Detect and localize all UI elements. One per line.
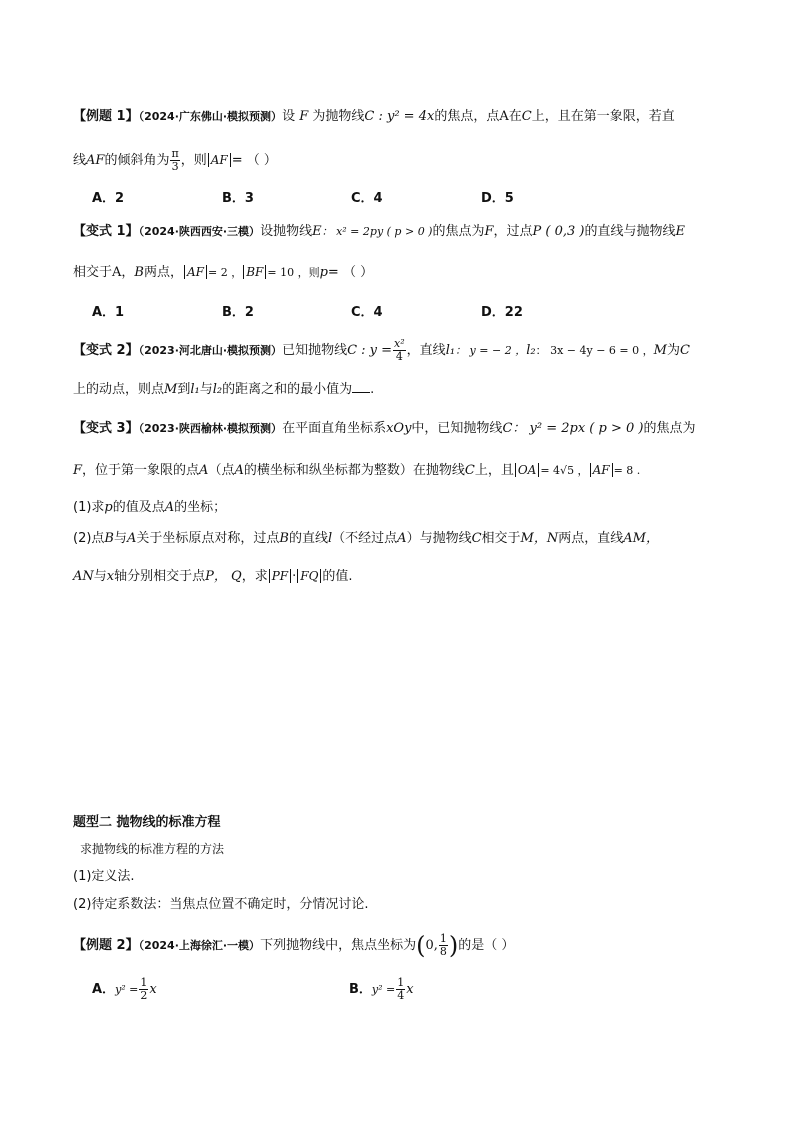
frac-den: 2: [140, 989, 148, 1002]
frac-den: 4: [397, 989, 405, 1002]
example-1-tag: 【例题 1】: [73, 109, 139, 124]
text: ，直线: [406, 343, 446, 358]
frac-num: π: [171, 147, 179, 160]
text: 的值及点: [112, 500, 165, 515]
text: 与: [93, 569, 107, 584]
math-x: x: [106, 569, 115, 584]
text: 的是（ ）: [458, 938, 515, 953]
text: (2)点: [73, 531, 105, 546]
abs-AF: AF: [208, 153, 231, 167]
math-F: F: [484, 224, 494, 239]
variant-1-option-d: D．22: [481, 305, 523, 320]
text: ，过点: [493, 224, 533, 239]
math-l2-eq: ： 3x − 4y − 6 = 0 ，: [535, 344, 654, 357]
fraction-x2-over-4: [393, 338, 406, 363]
variant-3-line-1: [73, 420, 695, 438]
text: 两点，直线: [558, 531, 624, 546]
method-title: 求抛物线的标准方程的方法: [80, 842, 225, 856]
text: 的横坐标和纵坐标都为整数）在抛物线: [243, 463, 465, 478]
variant-2-source: （2023·河北唐山·模拟预测）: [138, 344, 283, 357]
text: 相交于: [73, 265, 113, 280]
math-eq: = 2 ，: [208, 266, 243, 279]
text: 相交于: [481, 531, 521, 546]
math-l2: l₂: [212, 382, 223, 397]
text: (1)求: [73, 500, 105, 515]
variant-1-option-a: A．1: [92, 305, 125, 320]
math-eq: = 8 .: [613, 464, 641, 477]
section-heading: 题型二 抛物线的标准方程: [73, 815, 221, 830]
math-A: A: [112, 265, 122, 280]
abs-OA: OA: [515, 463, 540, 477]
variant-3-tag: 【变式 3】: [73, 421, 139, 436]
example-2-option-a: [92, 977, 157, 1002]
math-PQ: P， Q: [205, 569, 242, 584]
math-AM: AM，: [623, 531, 659, 546]
fraction-pi-over-3: [170, 148, 179, 173]
frac-den: 8: [439, 945, 447, 958]
paren-left: (: [416, 931, 426, 960]
text: 已知抛物线: [282, 343, 348, 358]
math-A: A: [127, 531, 137, 546]
frac-num: 1: [439, 932, 447, 945]
variant-1-option-c: C．4: [351, 305, 383, 320]
fraction-1-over-2: [139, 977, 148, 1002]
option-label: B．: [349, 982, 372, 997]
math-l: l: [327, 531, 333, 546]
fraction-1-over-8: [439, 933, 448, 958]
math-AN: AN: [73, 569, 94, 584]
variant-2-tag: 【变式 2】: [73, 343, 139, 358]
frac-num: x²: [394, 337, 405, 350]
text: 上，且: [474, 463, 514, 478]
math-curve: C： y² = 2px ( p > 0 ): [502, 421, 644, 436]
text: 轴分别相交于点: [114, 569, 206, 584]
text: 中，已知抛物线: [411, 421, 503, 436]
text: 两点，: [143, 265, 183, 280]
abs-AF: AF: [590, 463, 613, 477]
text: 设: [282, 109, 296, 124]
text: 的坐标；: [174, 500, 227, 515]
text: .: [370, 382, 375, 397]
text: 的焦点，点: [434, 109, 500, 124]
variant-1-source: （2024·陕西西安·三模）: [138, 225, 261, 238]
math-F: F: [299, 109, 309, 124]
text: ）与抛物线: [406, 531, 472, 546]
method-1: (1)定义法.: [73, 869, 135, 884]
text: 关于坐标原点对称，过点: [136, 531, 280, 546]
frac-den: 4: [395, 350, 403, 363]
variant-3-question-2-line-1: [73, 530, 659, 548]
text: 的焦点为: [643, 421, 696, 436]
text: 的倾斜角为: [104, 153, 170, 168]
math-curve: C : y =: [347, 343, 393, 358]
text: = （ ）: [327, 265, 374, 280]
variant-1-line-2: [73, 263, 373, 282]
math-A: A: [397, 531, 407, 546]
math-A: A: [234, 463, 244, 478]
example-1-option-b: B．3: [222, 191, 254, 206]
abs-BF: BF: [243, 265, 266, 279]
example-1-option-d: D．5: [481, 191, 514, 206]
math-l1: l₁: [190, 382, 200, 397]
math-A: A: [499, 109, 509, 124]
example-1-line-1: [73, 108, 675, 126]
text: 与: [113, 531, 127, 546]
variant-2-line-1: [73, 338, 690, 363]
text: ，则: [180, 153, 207, 168]
text: （点: [208, 463, 235, 478]
option-label: A．: [92, 982, 116, 997]
example-1-option-a: A．2: [92, 191, 125, 206]
math-E: E: [675, 224, 686, 239]
math-curve: C : y² = 4x: [364, 109, 435, 124]
math-x: x: [406, 982, 414, 997]
math-C: C: [471, 531, 482, 546]
text: ，位于第一象限的点: [82, 463, 200, 478]
variant-3-source: （2023·陕西榆林·模拟预测）: [138, 422, 283, 435]
text: ，: [121, 265, 135, 280]
math-lhs: y² =: [371, 983, 396, 996]
variant-1-tag: 【变式 1】: [73, 224, 139, 239]
math-xOy: xOy: [386, 421, 412, 436]
math-l2: l₂: [526, 343, 536, 358]
math-eq: = 10 ，则: [267, 266, 320, 279]
math-curve: ： x² = 2py ( p > 0 ): [321, 225, 433, 238]
math-F: F: [73, 463, 83, 478]
variant-3-question-1: [73, 499, 226, 517]
text: 在平面直角坐标系: [282, 421, 387, 436]
text: 的焦点为: [432, 224, 485, 239]
math-P: P ( 0,3 ): [532, 224, 585, 239]
math-p: p: [319, 265, 328, 280]
math-B: B: [279, 531, 289, 546]
answer-blank: [352, 380, 370, 393]
text: （不经过点: [332, 531, 398, 546]
example-1-source: （2024·广东佛山·模拟预测）: [138, 110, 283, 123]
math-A: A: [199, 463, 209, 478]
math-C: C: [464, 463, 475, 478]
example-1-option-c: C．4: [351, 191, 383, 206]
text: 到: [177, 382, 191, 397]
paren-right: ): [448, 931, 459, 960]
math-AF: AF: [86, 153, 105, 168]
example-2-tag: 【例题 2】: [73, 938, 139, 953]
math-C: C: [521, 109, 532, 124]
text: 下列抛物线中，焦点坐标为: [260, 938, 417, 953]
text: 线: [73, 153, 87, 168]
math-p: p: [104, 500, 113, 515]
example-2-line-1: [73, 933, 514, 958]
example-2-option-b: [349, 977, 414, 1002]
math-M: M: [653, 343, 667, 358]
math-C: C: [679, 343, 690, 358]
text: 设抛物线: [260, 224, 313, 239]
text: 的距离之和的最小值为: [222, 382, 353, 397]
example-1-line-2: [73, 148, 277, 173]
fraction-1-over-4: [396, 977, 405, 1002]
text: 上，且在第一象限，若直: [531, 109, 675, 124]
math-x: x: [149, 982, 157, 997]
math-l1-eq: ： y = − 2 ，: [455, 344, 527, 357]
text: 的直线与抛物线: [584, 224, 676, 239]
frac-num: 1: [397, 976, 405, 989]
variant-2-line-2: [73, 380, 374, 399]
math-zero: 0,: [425, 938, 438, 953]
variant-3-question-2-line-2: [73, 567, 353, 586]
abs-PF: PF: [269, 569, 291, 583]
text: 的直线: [288, 531, 328, 546]
math-dot: ·: [292, 569, 297, 584]
variant-1-line-1: [73, 223, 685, 241]
math-B: B: [134, 265, 144, 280]
text: 的值.: [322, 569, 353, 584]
text: ，求: [241, 569, 268, 584]
text: 在: [508, 109, 522, 124]
frac-num: 1: [140, 976, 148, 989]
text: 为: [666, 343, 680, 358]
math-eq: = 4√5 ，: [540, 464, 589, 477]
math-M: M: [164, 382, 178, 397]
math-A: A: [164, 500, 175, 515]
method-2: (2)待定系数法：当焦点位置不确定时，分情况讨论.: [73, 897, 369, 912]
math-l1: l₁: [445, 343, 456, 358]
math-B: B: [104, 531, 114, 546]
math-lhs: y² =: [115, 983, 139, 996]
text: 上的动点，则点: [73, 382, 165, 397]
frac-den: 3: [171, 160, 179, 173]
math-E: E: [312, 224, 322, 239]
text: 与: [199, 382, 213, 397]
text: = （ ）: [231, 153, 277, 168]
text: 为抛物线: [312, 109, 365, 124]
variant-3-line-2: [73, 461, 640, 480]
abs-AF: AF: [184, 265, 207, 279]
abs-FQ: FQ: [297, 569, 321, 583]
example-2-source: （2024·上海徐汇·一模）: [138, 939, 261, 952]
math-MN: M，N: [520, 531, 559, 546]
variant-1-option-b: B．2: [222, 305, 254, 320]
